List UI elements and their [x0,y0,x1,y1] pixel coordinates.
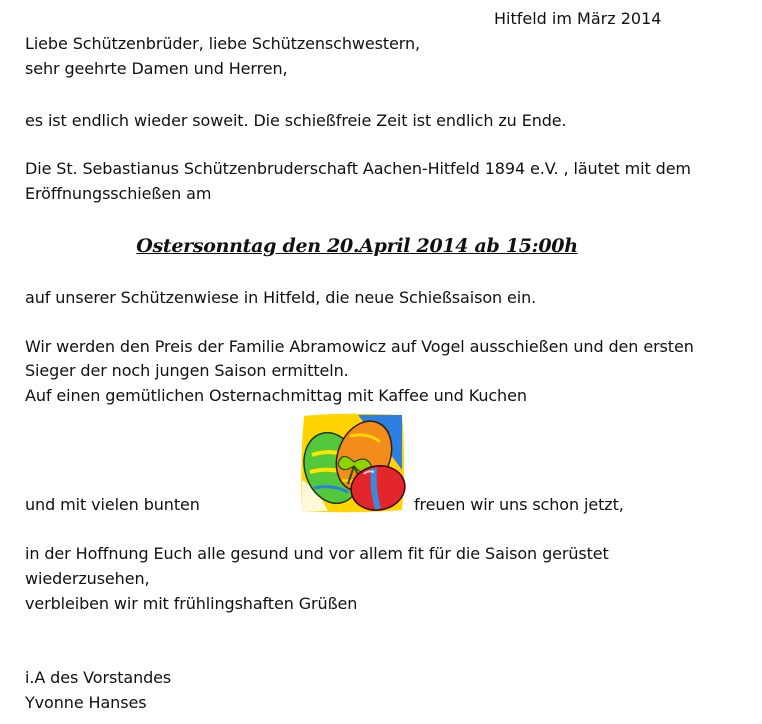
signature-line-1: i.A des Vorstandes [25,668,172,687]
paragraph-2-line-1: Die St. Sebastianus Schützenbruderschaft Aachen-Hitfeld 1894 e.V. , läutet mit dem [25,159,691,178]
paragraph-4-line-2: Sieger der noch jungen Saison ermitteln. [25,361,349,380]
paragraph-2-line-2: Eröffnungsschießen am [25,184,212,203]
paragraph-4-line-3: Auf einen gemütlichen Osternachmittag mit Kaffee und Kuchen [25,386,527,405]
paragraph-6-line-3: verbleiben wir mit frühlingshaften Grüßen [25,594,358,613]
signature-line-2: Yvonne Hanses [25,693,147,712]
greeting-line-2: sehr geehrte Damen und Herren, [25,59,288,78]
paragraph-5-right: freuen wir uns schon jetzt, [414,495,624,514]
paragraph-5-left: und mit vielen bunten [25,495,200,514]
paragraph-6-line-1: in der Hoffnung Euch alle gesund und vor allem fit für die Saison gerüstet [25,544,609,563]
paragraph-1: es ist endlich wieder soweit. Die schießfreie Zeit ist endlich zu Ende. [25,111,567,130]
event-headline: Ostersonntag den 20.April 2014 ab 15:00h [136,235,578,257]
paragraph-6-line-2: wiederzusehen, [25,569,150,588]
greeting-line-1: Liebe Schützenbrüder, liebe Schützenschwestern, [25,34,420,53]
paragraph-4-line-1: Wir werden den Preis der Familie Abramowicz auf Vogel ausschießen und den ersten [25,337,694,356]
place-date: Hitfeld im März 2014 [494,9,662,28]
easter-eggs-icon [298,410,410,516]
paragraph-3: auf unserer Schützenwiese in Hitfeld, die neue Schießsaison ein. [25,288,537,307]
